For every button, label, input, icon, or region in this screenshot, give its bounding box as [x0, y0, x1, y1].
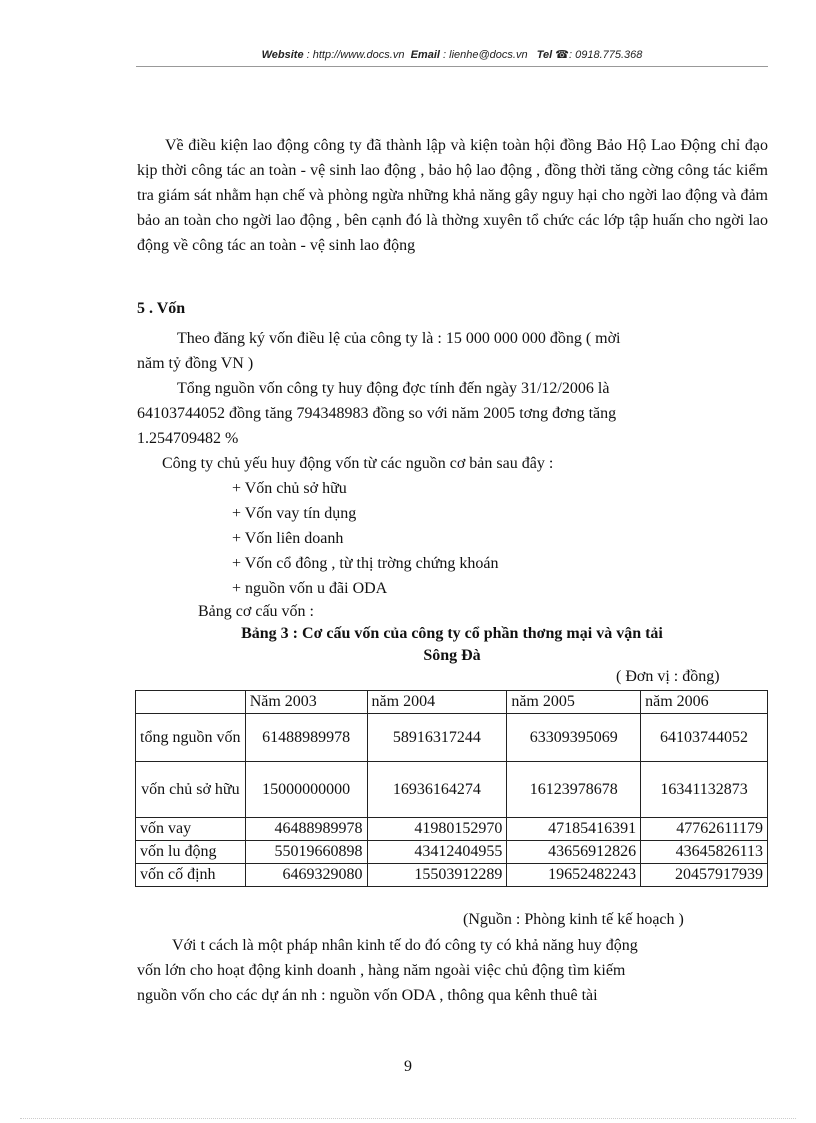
table-row: [136, 818, 768, 841]
row-label: vốn lu động: [136, 841, 246, 864]
table-cell: 16936164274: [367, 762, 507, 818]
table-cell: 19652482243: [507, 864, 641, 887]
table-cell: 6469329080: [245, 864, 367, 887]
table-row: [136, 714, 768, 762]
charter-capital-line-1: Theo đăng ký vốn điều lệ của công ty là : 15 000 000 000 đồng ( mời: [177, 330, 621, 347]
charter-capital-line-2: năm tỷ đồng VN ): [137, 355, 254, 372]
table-cell: 61488989978: [245, 714, 367, 762]
website-label: Website: [261, 49, 304, 61]
source-item: + Vốn liên doanh: [232, 530, 344, 547]
tel-label: Tel: [536, 49, 553, 61]
table-cell: 15503912289: [367, 864, 507, 887]
table-cell: 41980152970: [367, 818, 507, 841]
table-title-line-1: Bảng 3 : Cơ cấu vốn của công ty cổ phần thơng mại và vận tải: [241, 625, 663, 642]
total-capital-line-2: 64103744052 đồng tăng 794348983 đồng so với năm 2005 tơng đơng tăng: [137, 405, 617, 422]
table-header-cell: năm 2006: [641, 691, 768, 714]
table-intro: Bảng cơ cấu vốn :: [198, 603, 314, 620]
website-value: : http://www.docs.vn: [306, 49, 405, 61]
row-label: vốn cố định: [136, 864, 246, 887]
email-value: : lienhe@docs.vn: [443, 49, 528, 61]
header-divider: [136, 66, 768, 67]
capital-structure-table: [135, 690, 768, 887]
table-cell: 58916317244: [367, 714, 507, 762]
sources-intro: Công ty chủ yếu huy động vốn từ các nguồn cơ bản sau đây :: [162, 455, 554, 472]
table-cell: 43645826113: [641, 841, 768, 864]
legal-entity-line-2: vốn lớn cho hoạt động kinh doanh , hàng năm ngoài việc chủ động tìm kiếm: [137, 962, 626, 979]
row-label: vốn chủ sở hữu: [136, 762, 246, 818]
table-header-cell: năm 2004: [367, 691, 507, 714]
table-row: [136, 841, 768, 864]
table-cell: 64103744052: [641, 714, 768, 762]
table-cell: 46488989978: [245, 818, 367, 841]
source-item: + Vốn vay tín dụng: [232, 505, 357, 522]
table-cell: 63309395069: [507, 714, 641, 762]
source-note: (Nguồn : Phòng kinh tế kế hoạch ): [463, 911, 684, 928]
legal-entity-line-3: nguồn vốn cho các dự án nh : nguồn vốn ODA , thông qua kênh thuê tài: [137, 987, 598, 1004]
table-cell: 16341132873: [641, 762, 768, 818]
phone-icon: ☎: [555, 49, 569, 61]
table-row: [136, 864, 768, 887]
page-number: 9: [404, 1058, 412, 1075]
table-cell: 47185416391: [507, 818, 641, 841]
source-item: + nguồn vốn u đãi ODA: [232, 580, 388, 597]
table-cell: 15000000000: [245, 762, 367, 818]
paragraph-working-conditions: Về điều kiện lao động công ty đã thành lập và kiện toàn hội đồng Bảo Hộ Lao Động chỉ đạo kịp thời công tác an toàn - vệ sinh lao động , bảo hộ lao động , đồng thời tăng cờng công tác kiểm tra giám sát nhằm hạn chế và phòng ngừa những khả năng gây nguy hại cho ngời lao động và đảm bảo an toàn cho ngời lao động , bên cạnh đó là thờng xuyên tổ chức các lớp tập huấn cho ngời lao động về công tác an toàn - vệ sinh lao động: [137, 137, 768, 254]
table-header-row: [136, 691, 768, 714]
table-cell: 47762611179: [641, 818, 768, 841]
row-label: tổng nguồn vốn: [136, 714, 246, 762]
total-capital-line-1: Tổng nguồn vốn công ty huy động đợc tính đến ngày 31/12/2006 là: [177, 380, 610, 397]
table-cell: 43656912826: [507, 841, 641, 864]
source-item: + Vốn chủ sở hữu: [232, 480, 347, 497]
section-heading-von: 5 . Vốn: [137, 300, 186, 317]
page-header: [136, 48, 768, 61]
unit-note: ( Đơn vị : đồng): [616, 668, 720, 685]
legal-entity-line-1: Với t cách là một pháp nhân kinh tế do đó công ty có khả năng huy động: [172, 937, 638, 954]
table-row: [136, 762, 768, 818]
table-cell: 55019660898: [245, 841, 367, 864]
table-cell: 16123978678: [507, 762, 641, 818]
source-item: + Vốn cổ đông , từ thị trờng chứng khoán: [232, 555, 499, 572]
footer-divider: [20, 1118, 796, 1119]
table-header-cell: [136, 691, 246, 714]
table-cell: 20457917939: [641, 864, 768, 887]
table-header-cell: năm 2005: [507, 691, 641, 714]
row-label: vốn vay: [136, 818, 246, 841]
total-capital-line-3: 1.254709482 %: [137, 430, 239, 447]
table-header-cell: Năm 2003: [245, 691, 367, 714]
tel-value: : 0918.775.368: [569, 49, 643, 61]
table-title-line-2: Sông Đà: [423, 647, 481, 664]
email-label: Email: [410, 49, 440, 61]
table-cell: 43412404955: [367, 841, 507, 864]
